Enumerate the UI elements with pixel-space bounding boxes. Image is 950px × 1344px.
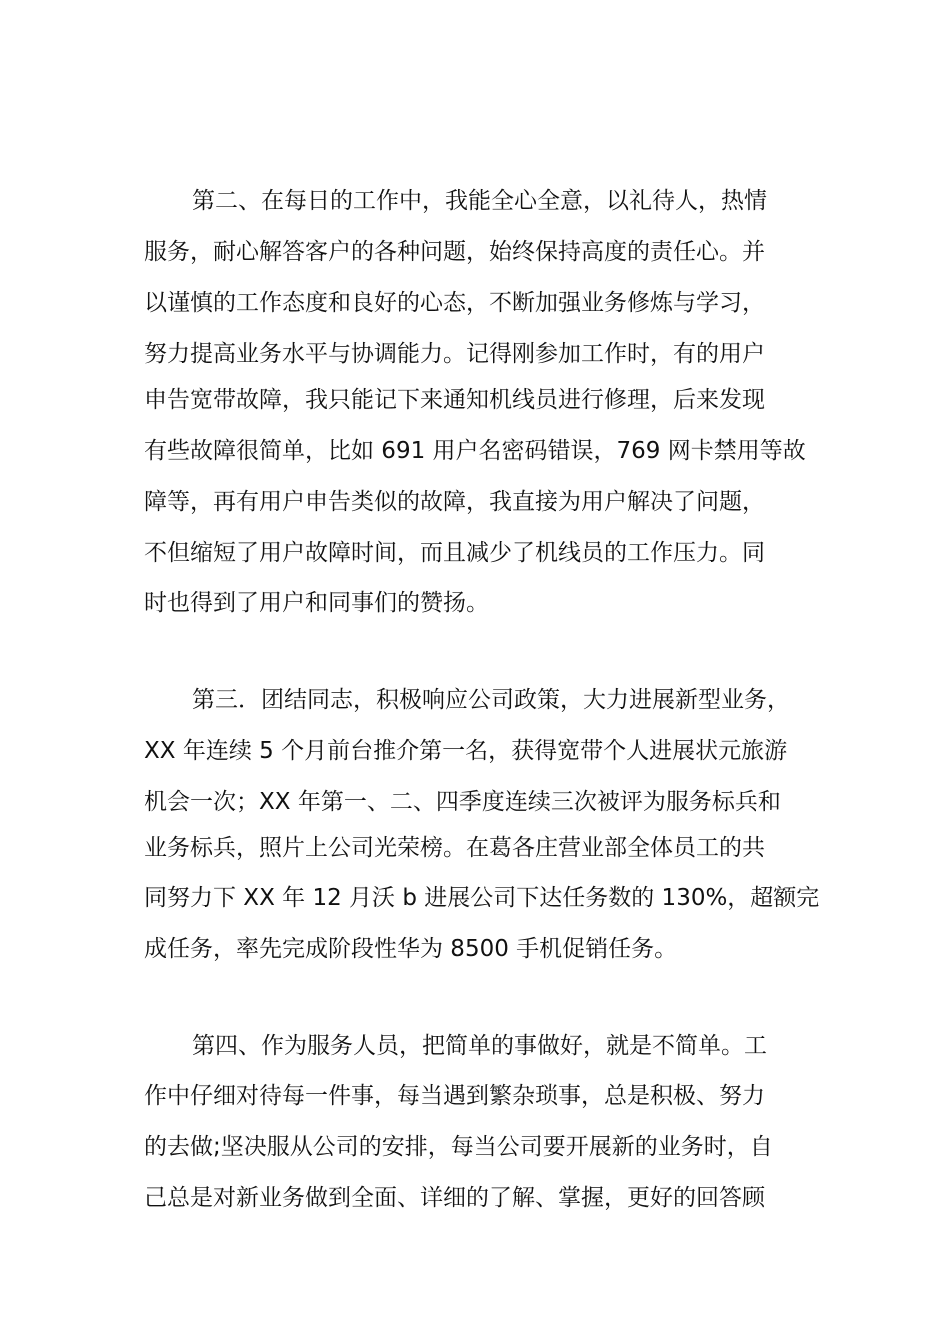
paragraph-3-line-3: 的去做;坚决服从公司的安排，每当公司要开展新的业务时，自 — [144, 1134, 773, 1160]
paragraph-3-line-4: 己总是对新业务做到全面、详细的了解、掌握，更好的回答顾 — [144, 1185, 765, 1211]
paragraph-3-line-1: 第四、作为服务人员，把简单的事做好，就是不简单。工 — [192, 1033, 767, 1059]
paragraph-2-line-5: 同努力下 XX 年 12 月沃 b 进展公司下达任务数的 130%，超额完 — [144, 885, 820, 911]
paragraph-2-line-6: 成任务，率先完成阶段性华为 8500 手机促销任务。 — [144, 936, 678, 962]
paragraph-1-line-4: 努力提高业务水平与协调能力。记得刚参加工作时，有的用户 — [144, 341, 765, 367]
paragraph-1-line-5: 申告宽带故障，我只能记下来通知机线员进行修理，后来发现 — [144, 387, 765, 413]
paragraph-1-line-2: 服务，耐心解答客户的各种问题，始终保持高度的责任心。并 — [144, 239, 765, 265]
paragraph-1-line-7: 障等，再有用户申告类似的故障，我直接为用户解决了问题， — [144, 489, 765, 515]
paragraph-1-line-6: 有些故障很简单，比如 691 用户名密码错误，769 网卡禁用等故 — [144, 438, 806, 464]
paragraph-3-line-2: 作中仔细对待每一件事，每当遇到繁杂琐事，总是积极、努力 — [144, 1083, 765, 1109]
paragraph-2-line-4: 业务标兵，照片上公司光荣榜。在葛各庄营业部全体员工的共 — [144, 835, 765, 861]
paragraph-1-line-8: 不但缩短了用户故障时间，而且减少了机线员的工作压力。同 — [144, 540, 765, 566]
paragraph-2-line-1: 第三．团结同志，积极响应公司政策，大力进展新型业务， — [192, 687, 790, 713]
paragraph-1-line-1: 第二、在每日的工作中，我能全心全意，以礼待人，热情 — [192, 188, 767, 214]
paragraph-1-line-3: 以谨慎的工作态度和良好的心态，不断加强业务修炼与学习， — [144, 290, 765, 316]
paragraph-2-line-3: 机会一次；XX 年第一、二、四季度连续三次被评为服务标兵和 — [144, 789, 781, 815]
paragraph-2-line-2: XX 年连续 5 个月前台推介第一名，获得宽带个人进展状元旅游 — [144, 738, 788, 764]
paragraph-1-line-9: 时也得到了用户和同事们的赞扬。 — [144, 590, 489, 616]
